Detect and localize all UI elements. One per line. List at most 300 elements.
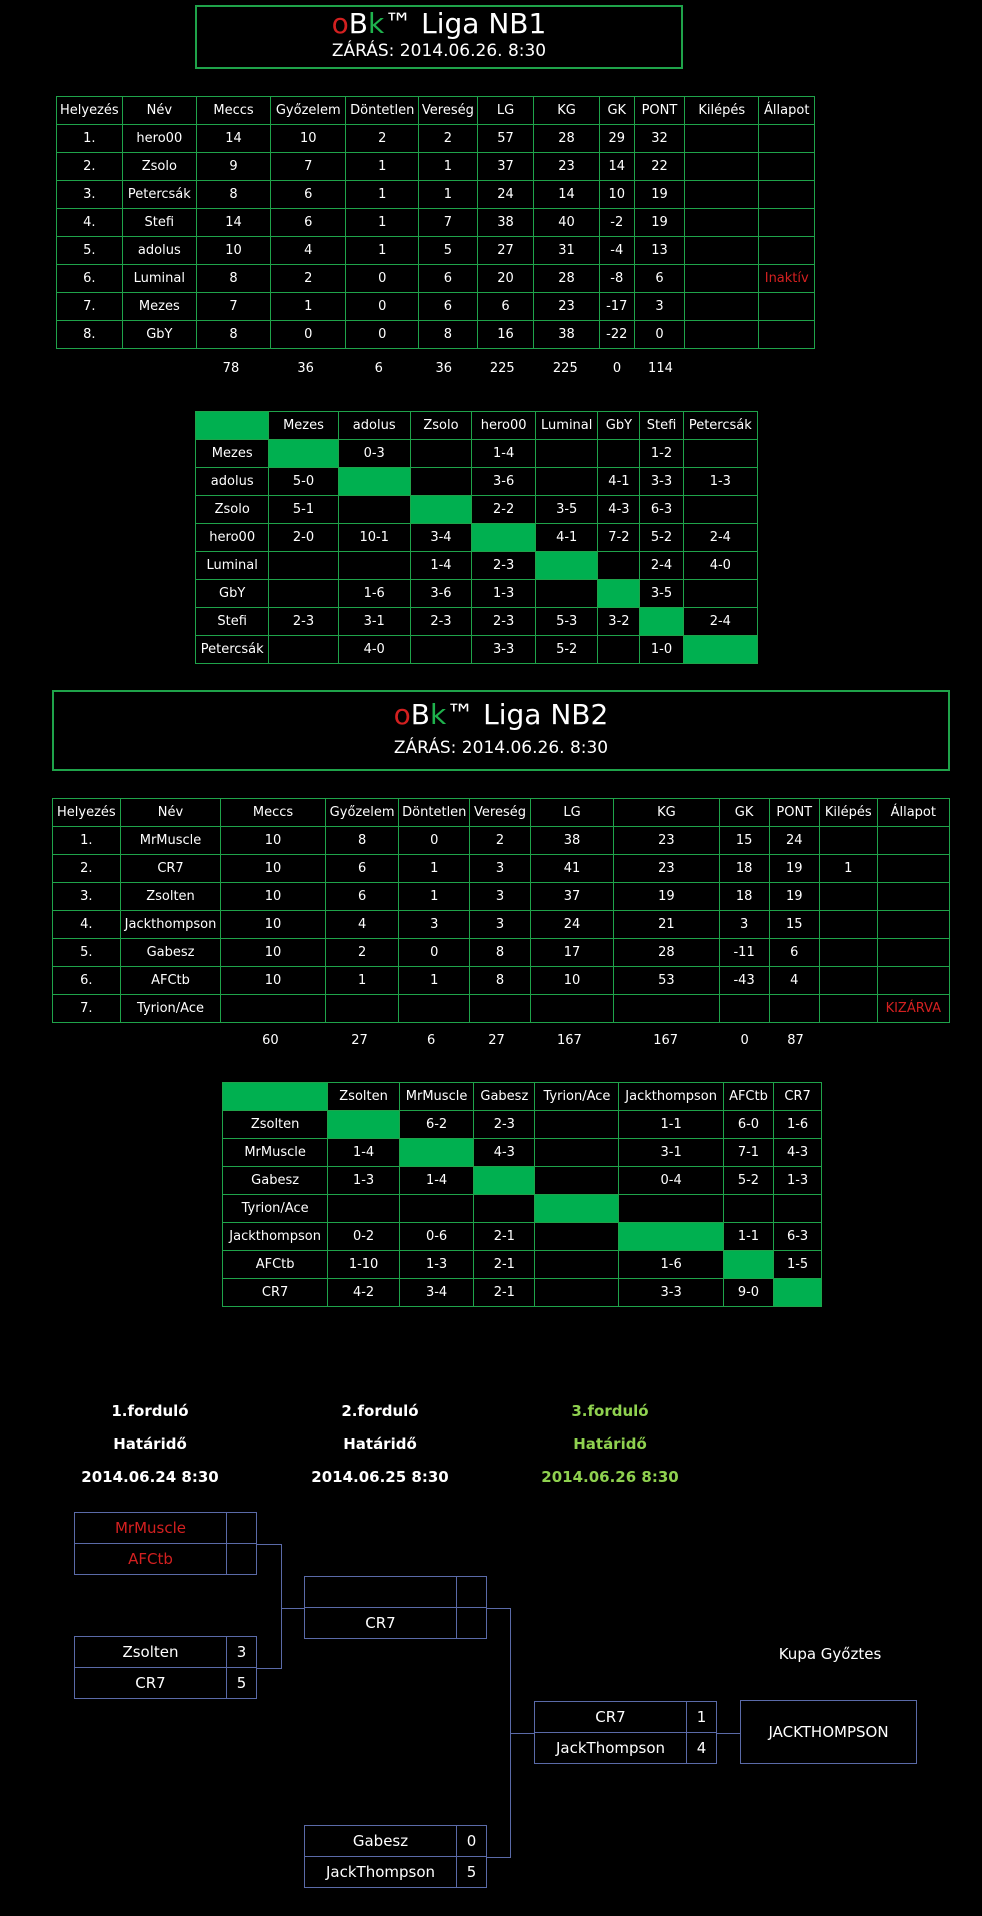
table-cell: 6 xyxy=(325,883,399,911)
table-cell xyxy=(614,995,719,1023)
table-cell: 0 xyxy=(346,321,419,349)
table-cell: 5. xyxy=(57,237,123,265)
table-cell xyxy=(877,911,949,939)
table-cell: 8. xyxy=(57,321,123,349)
column-header: PONT xyxy=(634,97,684,125)
table-cell: 8 xyxy=(197,321,271,349)
m3-player1 xyxy=(304,1576,457,1608)
column-header: Meccs xyxy=(197,97,271,125)
table-cell: 29 xyxy=(599,125,634,153)
matrix-row xyxy=(196,608,758,636)
column-header: Állapot xyxy=(877,799,949,827)
table-cell: Stefi xyxy=(122,209,196,237)
matrix-cell xyxy=(328,1111,400,1139)
table-row xyxy=(53,911,950,939)
matrix-cell: 1-0 xyxy=(640,636,683,664)
table-cell: -22 xyxy=(599,321,634,349)
matrix-row-header: MrMuscle xyxy=(223,1139,328,1167)
matrix-cell: 1-3 xyxy=(774,1167,822,1195)
table-cell: 38 xyxy=(530,827,613,855)
table-cell: 4. xyxy=(53,911,121,939)
table-cell: 1 xyxy=(325,967,399,995)
matrix-cell xyxy=(269,636,338,664)
matrix-row xyxy=(196,468,758,496)
total-cell: 114 xyxy=(648,361,673,376)
table-cell: 37 xyxy=(477,153,534,181)
table-cell: 10 xyxy=(221,967,325,995)
matrix-cell xyxy=(269,580,338,608)
table-cell: Zsolo xyxy=(122,153,196,181)
matrix-cell xyxy=(410,468,471,496)
matrix-cell: 3-3 xyxy=(640,468,683,496)
table-cell: 41 xyxy=(530,855,613,883)
total-cell: 87 xyxy=(787,1033,804,1048)
nb1-title-box xyxy=(195,5,683,69)
final-player2: JackThompson xyxy=(534,1732,687,1764)
table-cell: 5. xyxy=(53,939,121,967)
matrix-column-header: Stefi xyxy=(640,412,683,440)
matrix-cell: 1-6 xyxy=(774,1111,822,1139)
table-cell: 3 xyxy=(399,911,470,939)
m2-player1: Zsolten xyxy=(74,1636,227,1668)
matrix-column-header: Mezes xyxy=(269,412,338,440)
table-cell: 28 xyxy=(534,125,599,153)
matrix-column-header: adolus xyxy=(338,412,410,440)
table-cell: 14 xyxy=(197,125,271,153)
table-cell: 10 xyxy=(221,911,325,939)
table-cell xyxy=(530,995,613,1023)
column-header: GK xyxy=(719,799,769,827)
matrix-column-header: Tyrion/Ace xyxy=(535,1083,619,1111)
table-cell: 14 xyxy=(197,209,271,237)
final-score2: 4 xyxy=(686,1732,717,1764)
matrix-header-row xyxy=(223,1083,822,1111)
matrix-corner xyxy=(223,1083,328,1111)
matrix-row xyxy=(223,1167,822,1195)
table-cell: 5 xyxy=(419,237,478,265)
table-row xyxy=(57,265,815,293)
table-cell: 15 xyxy=(769,911,819,939)
matrix-cell: 1-4 xyxy=(399,1167,473,1195)
table-cell: 6 xyxy=(769,939,819,967)
table-cell xyxy=(685,321,759,349)
matrix-cell xyxy=(598,552,640,580)
table-cell: 9 xyxy=(197,153,271,181)
table-cell xyxy=(470,995,531,1023)
table-cell: 6 xyxy=(419,265,478,293)
nb2-results-matrix xyxy=(222,1082,822,1307)
table-cell: 38 xyxy=(534,321,599,349)
total-cell: 6 xyxy=(427,1033,436,1048)
connector-line xyxy=(510,1733,534,1734)
table-cell: 3. xyxy=(57,181,123,209)
table-cell xyxy=(819,967,877,995)
table-cell xyxy=(819,911,877,939)
table-cell: 3 xyxy=(634,293,684,321)
m4-score2: 5 xyxy=(456,1856,487,1888)
m4-player2: JackThompson xyxy=(304,1856,457,1888)
matrix-cell: 3-5 xyxy=(536,496,598,524)
table-cell: GbY xyxy=(122,321,196,349)
table-row xyxy=(57,209,815,237)
table-cell: 21 xyxy=(614,911,719,939)
table-cell: 1. xyxy=(57,125,123,153)
column-header: Döntetlen xyxy=(346,97,419,125)
table-cell: 1 xyxy=(346,237,419,265)
matrix-cell xyxy=(410,496,471,524)
column-header: Vereség xyxy=(470,799,531,827)
table-cell: 0 xyxy=(346,265,419,293)
matrix-row-header: Mezes xyxy=(196,440,269,468)
matrix-cell: 4-0 xyxy=(338,636,410,664)
table-cell xyxy=(877,883,949,911)
total-cell xyxy=(119,1026,218,1055)
table-cell: 2 xyxy=(325,939,399,967)
column-header: PONT xyxy=(769,799,819,827)
table-cell: 4 xyxy=(271,237,346,265)
matrix-cell: 3-1 xyxy=(619,1139,723,1167)
matrix-row-header: Stefi xyxy=(196,608,269,636)
table-cell: 22 xyxy=(634,153,684,181)
matrix-row-header: adolus xyxy=(196,468,269,496)
round-3: 3.forduló Határidő 2014.06.26 8:30 xyxy=(541,1402,679,1486)
table-row xyxy=(57,293,815,321)
matrix-cell xyxy=(536,440,598,468)
matrix-row xyxy=(196,524,758,552)
m4-score1: 0 xyxy=(456,1825,487,1857)
table-cell: 1 xyxy=(399,967,470,995)
matrix-cell xyxy=(269,552,338,580)
total-cell: 167 xyxy=(556,1033,582,1048)
table-cell xyxy=(221,995,325,1023)
column-header: Állapot xyxy=(759,97,815,125)
column-header: Kilépés xyxy=(685,97,759,125)
matrix-cell: 2-2 xyxy=(472,496,536,524)
matrix-row-header: hero00 xyxy=(196,524,269,552)
table-cell: 23 xyxy=(534,293,599,321)
total-cell: 225 xyxy=(552,361,578,376)
matrix-cell: 3-4 xyxy=(399,1279,473,1307)
table-cell: adolus xyxy=(122,237,196,265)
column-header: Döntetlen xyxy=(399,799,470,827)
table-cell: 6 xyxy=(634,265,684,293)
table-cell: 7. xyxy=(57,293,123,321)
table-cell: 6. xyxy=(53,967,121,995)
matrix-cell: 6-3 xyxy=(640,496,683,524)
matrix-cell xyxy=(338,496,410,524)
matrix-cell xyxy=(269,440,338,468)
matrix-cell: 2-4 xyxy=(683,524,757,552)
table-row xyxy=(53,967,950,995)
matrix-cell: 3-4 xyxy=(410,524,471,552)
m1-score1 xyxy=(226,1512,257,1544)
matrix-cell: 2-3 xyxy=(472,608,536,636)
table-cell xyxy=(877,855,949,883)
table-cell xyxy=(769,995,819,1023)
table-cell: 7. xyxy=(53,995,121,1023)
table-cell: 2 xyxy=(271,265,346,293)
matrix-cell xyxy=(535,1167,619,1195)
matrix-cell: 10-1 xyxy=(338,524,410,552)
matrix-row-header: Jackthompson xyxy=(223,1223,328,1251)
table-cell: 28 xyxy=(614,939,719,967)
matrix-cell xyxy=(774,1195,822,1223)
matrix-row-header: Luminal xyxy=(196,552,269,580)
table-cell: 10 xyxy=(221,883,325,911)
table-cell: 16 xyxy=(477,321,534,349)
table-cell xyxy=(759,293,815,321)
totals-row xyxy=(56,354,815,383)
table-cell: 1 xyxy=(271,293,346,321)
matrix-column-header: AFCtb xyxy=(723,1083,773,1111)
table-cell: 8 xyxy=(419,321,478,349)
matrix-row xyxy=(196,552,758,580)
matrix-cell: 5-2 xyxy=(723,1167,773,1195)
table-cell: 37 xyxy=(530,883,613,911)
matrix-row-header: Gabesz xyxy=(223,1167,328,1195)
table-cell: 57 xyxy=(477,125,534,153)
table-row xyxy=(53,995,950,1023)
table-cell xyxy=(819,883,877,911)
matrix-cell: 1-1 xyxy=(723,1223,773,1251)
total-cell xyxy=(686,354,760,383)
table-cell: 7 xyxy=(271,153,346,181)
nb2-title: oBk™ Liga NB2 xyxy=(393,698,609,731)
matrix-cell: 0-4 xyxy=(619,1167,723,1195)
table-cell xyxy=(877,827,949,855)
table-cell: MrMuscle xyxy=(120,827,221,855)
table-cell: 32 xyxy=(634,125,684,153)
matrix-cell xyxy=(535,1251,619,1279)
table-cell: 19 xyxy=(634,209,684,237)
matrix-cell xyxy=(683,636,757,664)
matrix-cell xyxy=(683,440,757,468)
matrix-cell xyxy=(619,1223,723,1251)
matrix-cell: 4-1 xyxy=(536,524,598,552)
matrix-cell: 3-2 xyxy=(598,608,640,636)
matrix-cell: 3-3 xyxy=(472,636,536,664)
table-cell: 13 xyxy=(634,237,684,265)
table-cell: 6. xyxy=(57,265,123,293)
winner-label: Kupa Győztes xyxy=(778,1645,882,1663)
nb2-title-box xyxy=(52,690,950,771)
table-cell: KIZÁRVA xyxy=(877,995,949,1023)
matrix-cell: 5-2 xyxy=(536,636,598,664)
nb1-totals-row xyxy=(56,354,815,383)
matrix-column-header: Jackthompson xyxy=(619,1083,723,1111)
matrix-cell xyxy=(399,1139,473,1167)
matrix-column-header: Luminal xyxy=(536,412,598,440)
matrix-cell: 5-2 xyxy=(640,524,683,552)
table-cell: 7 xyxy=(197,293,271,321)
table-row xyxy=(57,181,815,209)
matrix-row xyxy=(223,1223,822,1251)
matrix-cell xyxy=(474,1195,535,1223)
matrix-cell xyxy=(536,468,598,496)
matrix-cell: 3-5 xyxy=(640,580,683,608)
table-cell: 3. xyxy=(53,883,121,911)
matrix-column-header: MrMuscle xyxy=(399,1083,473,1111)
table-row xyxy=(57,153,815,181)
total-cell xyxy=(52,1026,119,1055)
total-cell: 6 xyxy=(374,361,383,376)
matrix-row xyxy=(223,1195,822,1223)
matrix-cell: 2-4 xyxy=(683,608,757,636)
matrix-cell: 4-2 xyxy=(328,1279,400,1307)
table-cell: -2 xyxy=(599,209,634,237)
matrix-row xyxy=(223,1111,822,1139)
table-cell: 0 xyxy=(399,827,470,855)
matrix-row xyxy=(196,496,758,524)
table-cell: Gabesz xyxy=(120,939,221,967)
matrix-row xyxy=(223,1139,822,1167)
table-cell: 38 xyxy=(477,209,534,237)
matrix-column-header: Petercsák xyxy=(683,412,757,440)
matrix-row-header: AFCtb xyxy=(223,1251,328,1279)
matrix-cell: 4-0 xyxy=(683,552,757,580)
matrix-cell: 1-4 xyxy=(410,552,471,580)
matrix-cell: 6-3 xyxy=(774,1223,822,1251)
table-cell: 31 xyxy=(534,237,599,265)
table-cell: 19 xyxy=(614,883,719,911)
column-header: Név xyxy=(122,97,196,125)
matrix-cell xyxy=(338,552,410,580)
table-cell: 0 xyxy=(271,321,346,349)
table-row xyxy=(53,939,950,967)
total-cell xyxy=(821,1026,878,1055)
final-player1: CR7 xyxy=(534,1701,687,1733)
matrix-column-header: Zsolten xyxy=(328,1083,400,1111)
table-cell xyxy=(685,237,759,265)
table-cell: 1. xyxy=(53,827,121,855)
table-cell: 0 xyxy=(634,321,684,349)
total-cell: 60 xyxy=(262,1033,279,1048)
matrix-cell xyxy=(338,468,410,496)
column-header: GK xyxy=(599,97,634,125)
matrix-row xyxy=(223,1251,822,1279)
matrix-cell: 1-4 xyxy=(328,1139,400,1167)
matrix-cell xyxy=(723,1195,773,1223)
matrix-cell: 4-1 xyxy=(598,468,640,496)
table-cell: 4 xyxy=(325,911,399,939)
matrix-cell xyxy=(536,552,598,580)
nb2-standings-table xyxy=(52,798,950,1023)
table-cell: 17 xyxy=(530,939,613,967)
table-cell: 14 xyxy=(599,153,634,181)
table-row xyxy=(53,883,950,911)
totals-row xyxy=(52,1026,950,1055)
matrix-cell: 2-3 xyxy=(410,608,471,636)
table-row xyxy=(53,855,950,883)
matrix-row-header: Zsolten xyxy=(223,1111,328,1139)
table-cell: 23 xyxy=(614,855,719,883)
matrix-cell: 6-2 xyxy=(399,1111,473,1139)
connector-line xyxy=(257,1668,281,1669)
table-cell: 10 xyxy=(221,855,325,883)
matrix-cell: 4-3 xyxy=(474,1139,535,1167)
table-cell: 28 xyxy=(534,265,599,293)
m2-score2: 5 xyxy=(226,1667,257,1699)
matrix-row xyxy=(223,1279,822,1307)
matrix-cell: 1-2 xyxy=(640,440,683,468)
total-cell: 167 xyxy=(653,1033,679,1048)
matrix-cell: 2-3 xyxy=(269,608,338,636)
table-cell xyxy=(759,237,815,265)
matrix-cell: 2-1 xyxy=(474,1251,535,1279)
matrix-cell xyxy=(535,1223,619,1251)
table-row xyxy=(57,237,815,265)
matrix-cell xyxy=(535,1139,619,1167)
matrix-cell: 7-1 xyxy=(723,1139,773,1167)
table-cell xyxy=(685,181,759,209)
table-cell xyxy=(685,265,759,293)
table-cell: 18 xyxy=(719,883,769,911)
nb2-closing: ZÁRÁS: 2014.06.26. 8:30 xyxy=(393,738,609,758)
matrix-cell: 5-3 xyxy=(536,608,598,636)
matrix-cell: 1-3 xyxy=(328,1167,400,1195)
table-cell: CR7 xyxy=(120,855,221,883)
table-cell: 2. xyxy=(53,855,121,883)
table-cell: 24 xyxy=(530,911,613,939)
table-cell: 0 xyxy=(399,939,470,967)
matrix-cell xyxy=(598,580,640,608)
matrix-row xyxy=(196,440,758,468)
table-cell: 2 xyxy=(470,827,531,855)
total-cell: 36 xyxy=(297,361,314,376)
m4-player1: Gabesz xyxy=(304,1825,457,1857)
table-cell: 2 xyxy=(346,125,419,153)
matrix-corner xyxy=(196,412,269,440)
table-cell: 10 xyxy=(221,827,325,855)
table-cell: 1 xyxy=(419,181,478,209)
table-cell xyxy=(877,967,949,995)
table-cell: 19 xyxy=(634,181,684,209)
matrix-cell xyxy=(535,1111,619,1139)
matrix-cell: 2-3 xyxy=(472,552,536,580)
table-cell: 24 xyxy=(769,827,819,855)
total-cell: 36 xyxy=(435,361,453,376)
matrix-header-row xyxy=(196,412,758,440)
table-cell xyxy=(759,153,815,181)
final-score1: 1 xyxy=(686,1701,717,1733)
table-cell xyxy=(685,125,759,153)
matrix-cell: 1-1 xyxy=(619,1111,723,1139)
matrix-cell xyxy=(410,440,471,468)
table-cell: 1 xyxy=(399,883,470,911)
table-cell: 1 xyxy=(819,855,877,883)
table-cell: -17 xyxy=(599,293,634,321)
connector-line xyxy=(487,1857,510,1858)
matrix-row-header: Zsolo xyxy=(196,496,269,524)
table-cell xyxy=(759,321,815,349)
total-cell: 0 xyxy=(612,361,622,376)
winner-box: JACKTHOMPSON xyxy=(740,1700,917,1764)
total-cell: 78 xyxy=(222,361,240,376)
nb1-results-matrix xyxy=(195,411,758,664)
table-cell: 24 xyxy=(477,181,534,209)
table-cell: 1 xyxy=(346,153,419,181)
table-cell: 18 xyxy=(719,855,769,883)
table-cell: 19 xyxy=(769,855,819,883)
connector-line xyxy=(487,1608,510,1609)
table-cell: 2 xyxy=(419,125,478,153)
table-cell: 8 xyxy=(197,181,271,209)
matrix-cell: 5-0 xyxy=(269,468,338,496)
matrix-cell xyxy=(536,580,598,608)
column-header: LG xyxy=(530,799,613,827)
m3-player2: CR7 xyxy=(304,1607,457,1639)
table-cell xyxy=(325,995,399,1023)
